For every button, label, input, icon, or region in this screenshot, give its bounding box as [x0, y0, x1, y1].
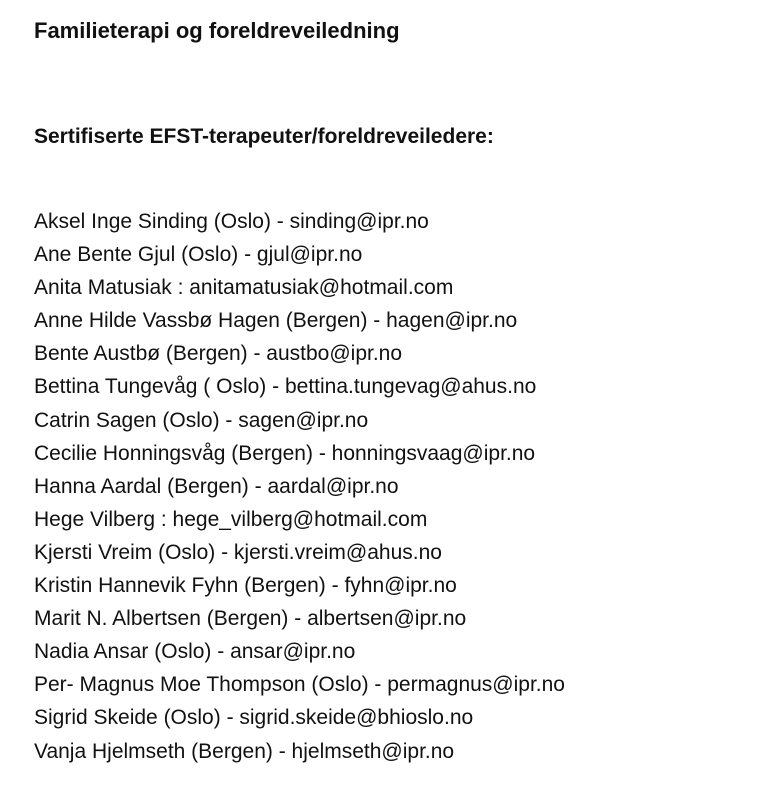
contact-entry: Bettina Tungevåg ( Oslo) - bettina.tungevag@ahus.no — [34, 375, 537, 399]
contact-entry: Nadia Ansar (Oslo) - ansar@ipr.no — [34, 640, 356, 664]
contact-entry: Marit N. Albertsen (Bergen) - albertsen@ipr.no — [34, 607, 467, 631]
contact-entry: Sigrid Skeide (Oslo) - sigrid.skeide@bhioslo.no — [34, 706, 474, 730]
contact-entry: Per- Magnus Moe Thompson (Oslo) - permagnus@ipr.no — [34, 673, 565, 697]
document-title: Familieterapi og foreldreveiledning — [34, 18, 400, 43]
contact-entry: Anita Matusiak : anitamatusiak@hotmail.com — [34, 276, 454, 300]
contact-entry: Aksel Inge Sinding (Oslo) - sinding@ipr.no — [34, 210, 429, 233]
contact-entry: Hanna Aardal (Bergen) - aardal@ipr.no — [34, 474, 399, 498]
section-heading: Sertifiserte EFST-terapeuter/foreldreveiledere: — [34, 125, 494, 148]
contact-entry: Vanja Hjelmseth (Bergen) - hjelmseth@ipr.no — [34, 739, 455, 763]
contact-entry: Bente Austbø (Bergen) - austbo@ipr.no — [34, 342, 403, 366]
contact-entry: Catrin Sagen (Oslo) - sagen@ipr.no — [34, 408, 369, 432]
contact-entry: Ane Bente Gjul (Oslo) - gjul@ipr.no — [34, 243, 363, 267]
contact-list — [34, 205, 565, 768]
contact-entry: Kristin Hannevik Fyhn (Bergen) - fyhn@ipr.no — [34, 574, 457, 598]
contact-entry: Hege Vilberg : hege_vilberg@hotmail.com — [34, 507, 428, 531]
contact-entry: Kjersti Vreim (Oslo) - kjersti.vreim@ahus.no — [34, 540, 442, 564]
contact-entry: Cecilie Honningsvåg (Bergen) - honningsvaag@ipr.no — [34, 441, 536, 465]
contact-entry: Anne Hilde Vassbø Hagen (Bergen) - hagen@ipr.no — [34, 309, 518, 333]
